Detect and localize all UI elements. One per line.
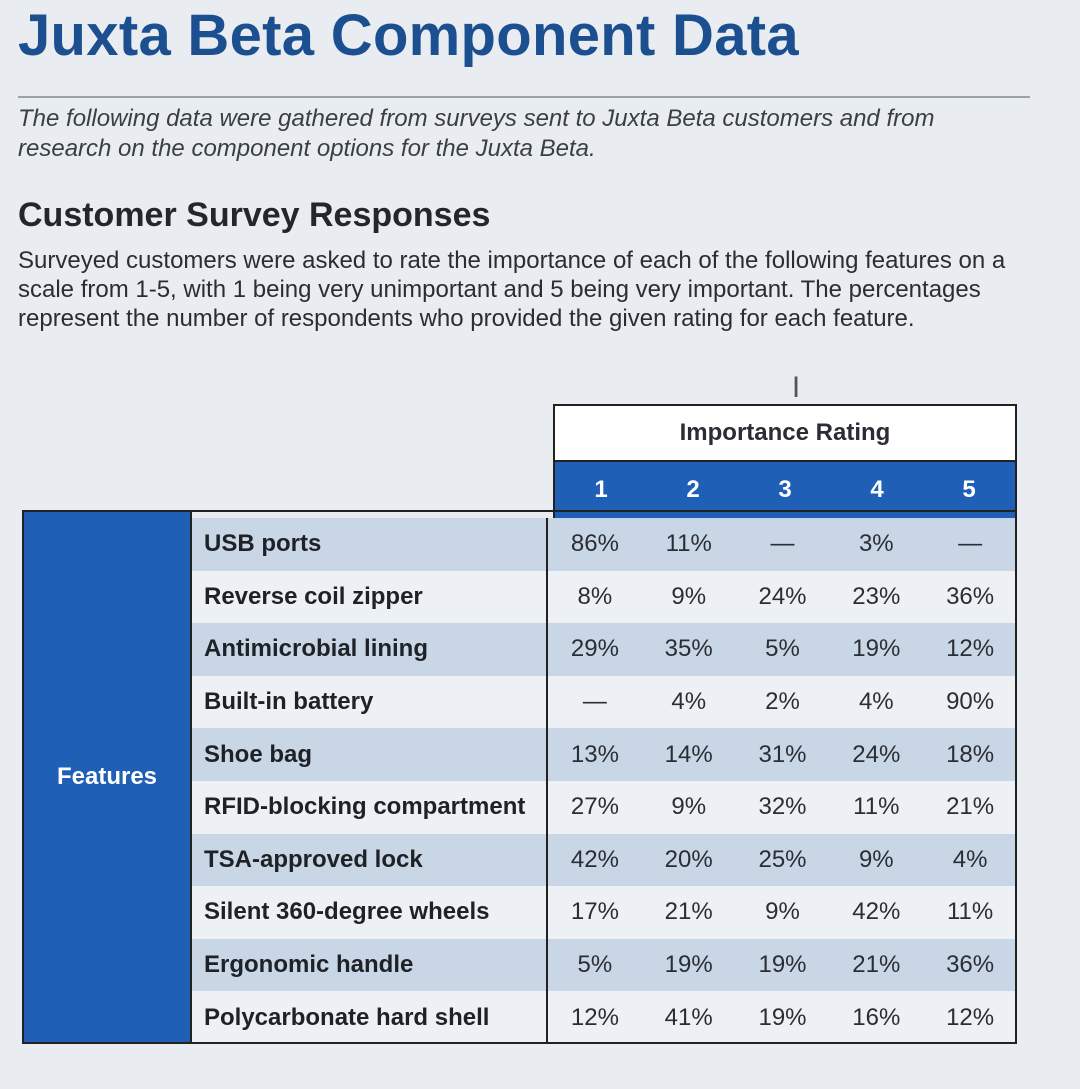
table-cell: 36% — [946, 582, 995, 610]
table-row — [192, 518, 1017, 571]
table-cell: 9% — [858, 845, 894, 873]
table-cell: 9% — [671, 793, 707, 821]
table-cell: 90% — [946, 688, 995, 716]
table-cell: 42% — [852, 898, 901, 926]
title-divider — [18, 96, 1030, 98]
features-group-label: Features — [22, 510, 192, 1044]
table-cell: 9% — [765, 898, 800, 926]
table-row — [192, 834, 1017, 887]
table-cell: 9% — [671, 582, 707, 610]
table-cell: — — [958, 530, 983, 558]
table-row — [192, 939, 1017, 992]
table-cell: 12% — [946, 1003, 995, 1031]
table-row — [192, 676, 1017, 729]
feature-name: Polycarbonate hard shell — [192, 991, 548, 1044]
table-row — [192, 728, 1017, 781]
table-cell: 5% — [765, 635, 800, 663]
rating-column-3: 3 — [778, 476, 792, 503]
intro-text: The following data were gathered from surveys sent to Juxta Beta customers and from research on the component options for the Juxta Beta. — [18, 105, 935, 162]
table-cell: 27% — [570, 793, 619, 821]
table-row — [192, 623, 1017, 676]
table-cell: 24% — [852, 740, 901, 768]
feature-name: RFID-blocking compartment — [192, 781, 548, 834]
table-cell: 4% — [671, 688, 707, 716]
table-cell: 4% — [858, 688, 894, 716]
feature-name: Antimicrobial lining — [192, 623, 548, 676]
feature-name: Ergonomic handle — [192, 939, 548, 992]
feature-name: Shoe bag — [192, 728, 548, 781]
table-cell: 31% — [758, 740, 807, 768]
table-cell: 4% — [952, 845, 988, 873]
text-cursor-icon: I — [791, 371, 801, 404]
feature-name: TSA-approved lock — [192, 834, 548, 887]
table-cell: 16% — [852, 1003, 901, 1031]
page-title: Juxta Beta Component Data — [18, 3, 799, 68]
table-cell: 21% — [946, 793, 995, 821]
table-row — [192, 781, 1017, 834]
table-cell: 14% — [664, 740, 713, 768]
table-cell: 12% — [946, 635, 995, 663]
feature-name: USB ports — [192, 518, 548, 571]
table-cell: 17% — [570, 898, 619, 926]
rating-columns-header — [553, 462, 1017, 518]
table-cell: 18% — [946, 740, 995, 768]
table-cell: 12% — [570, 1003, 619, 1031]
table-cell: 19% — [758, 951, 807, 979]
table-cell: 20% — [664, 845, 713, 873]
table-cell: 32% — [758, 793, 807, 821]
rating-column-2: 2 — [686, 476, 700, 503]
table-cell: 42% — [570, 845, 619, 873]
table-top-border — [192, 510, 553, 512]
table-cell: 19% — [664, 951, 713, 979]
table-cell: 19% — [758, 1003, 807, 1031]
table-cell: 2% — [765, 688, 800, 716]
table-cell: 11% — [946, 898, 994, 926]
table-cell: 35% — [664, 635, 713, 663]
table-cell: 3% — [858, 530, 894, 558]
table-cell: 13% — [570, 740, 619, 768]
rating-column-4: 4 — [870, 476, 884, 503]
rating-column-1: 1 — [594, 476, 608, 503]
table-row — [192, 886, 1017, 939]
table-cell: 41% — [664, 1003, 713, 1031]
rating-column-5: 5 — [962, 476, 976, 503]
table-cell: — — [582, 688, 607, 716]
table-cell: 21% — [664, 898, 713, 926]
feature-name: Silent 360-degree wheels — [192, 886, 548, 939]
feature-name: Built-in battery — [192, 676, 548, 729]
table-cell: — — [770, 530, 795, 558]
section-description: Surveyed customers were asked to rate the importance of each of the following features on a scale from 1-5, with 1 being very unimportant and 5 being very important. The percentages represent the number of respondents who provided the given rating for each feature. — [18, 247, 1006, 332]
section-title: Customer Survey Responses — [18, 196, 491, 234]
table-cell: 5% — [577, 951, 613, 979]
feature-name: Reverse coil zipper — [192, 571, 548, 624]
table-cell: 25% — [758, 845, 807, 873]
table-cell: 8% — [577, 582, 613, 610]
table-cell: 29% — [570, 635, 619, 663]
table-cell: 21% — [852, 951, 901, 979]
importance-rating-header: Importance Rating — [553, 404, 1017, 462]
table-cell: 19% — [852, 635, 901, 663]
survey-table-body — [192, 518, 1017, 1044]
table-row — [192, 991, 1017, 1044]
table-cell: 36% — [946, 951, 995, 979]
table-cell: 23% — [852, 582, 901, 610]
table-cell: 24% — [758, 582, 807, 610]
table-cell: 11% — [853, 793, 900, 821]
table-cell: 11% — [665, 530, 712, 558]
table-row — [192, 571, 1017, 624]
table-cell: 86% — [570, 530, 619, 558]
